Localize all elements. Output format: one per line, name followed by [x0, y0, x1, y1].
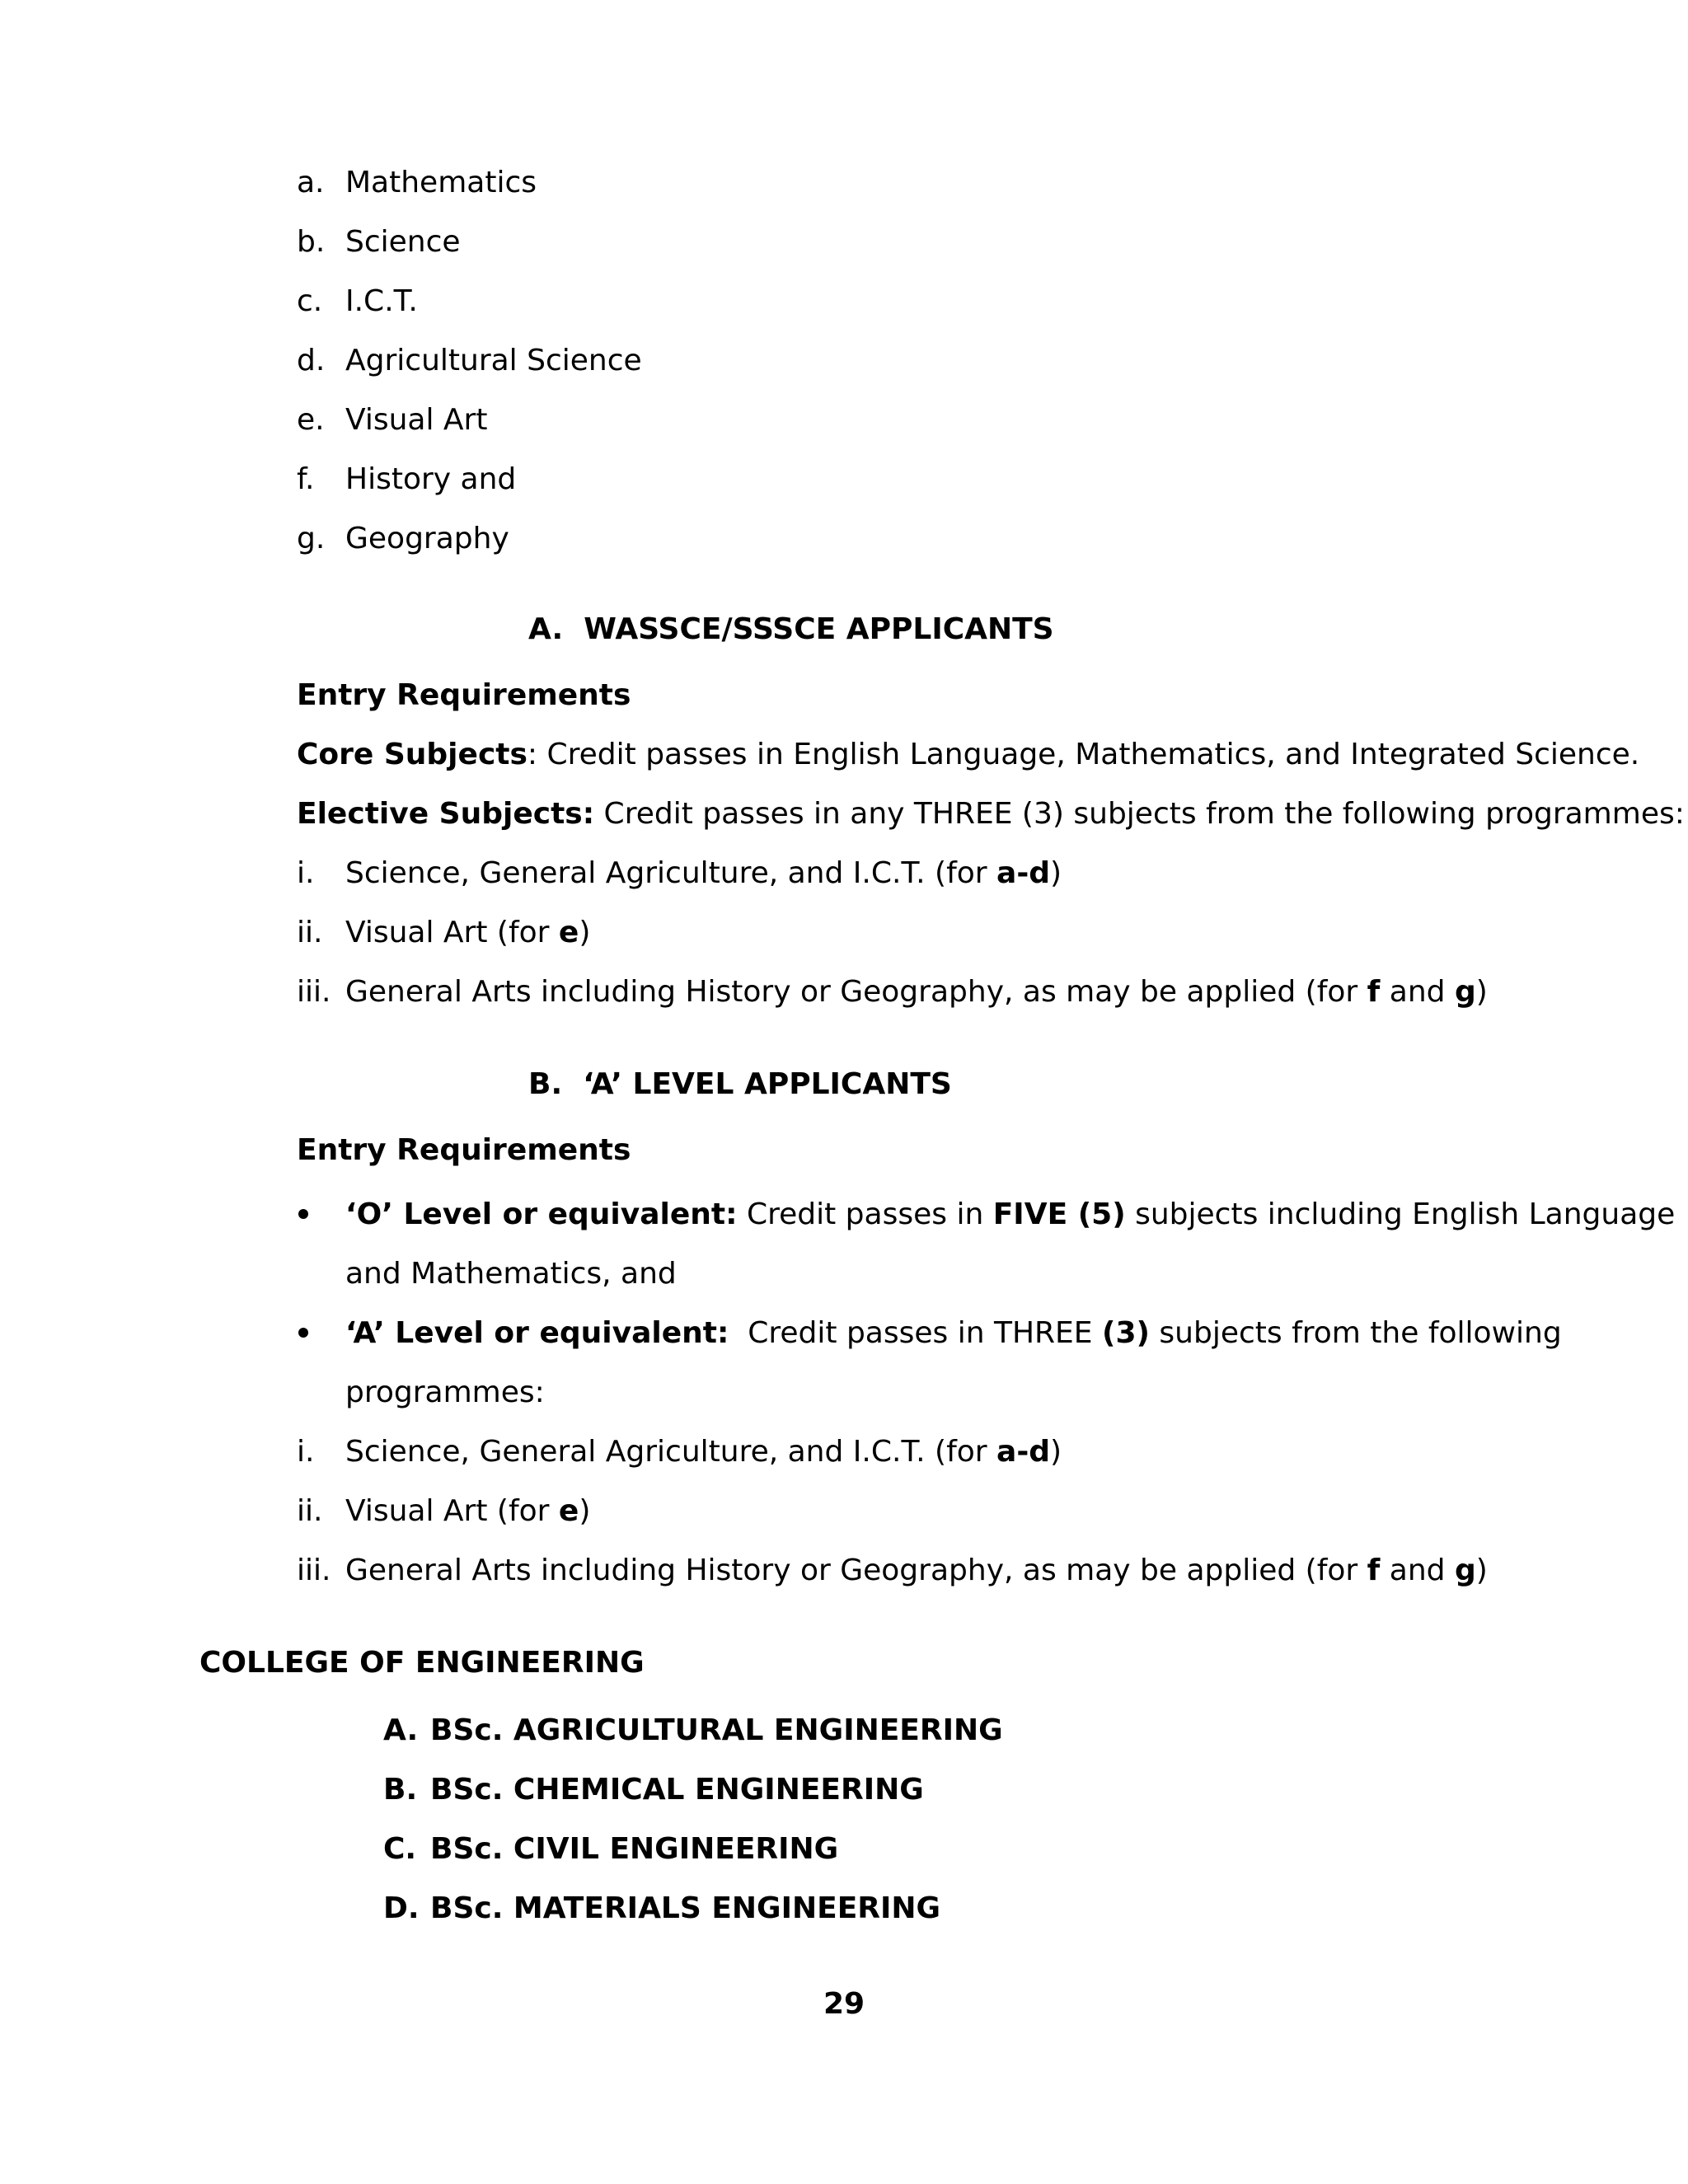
list-item [345, 1493, 590, 1530]
list-marker: d. [297, 344, 326, 377]
o-level-text: Credit passes in [737, 1197, 993, 1231]
entry-requirements-heading: Entry Requirements [297, 678, 631, 712]
list-marker: f. [297, 462, 315, 496]
entry-requirements-heading: Entry Requirements [297, 1133, 631, 1167]
list-item [345, 1553, 1488, 1589]
o-level-line2: and Mathematics, and [345, 1257, 677, 1291]
list-item: History and [345, 462, 517, 496]
a-level-label: ‘A’ Level or equivalent: [345, 1316, 729, 1350]
elective-subjects-label: Elective Subjects: [297, 797, 595, 831]
list-item: I.C.T. [345, 284, 418, 318]
item-end: ) [579, 1494, 591, 1528]
a-level-paragraph [345, 1315, 1562, 1411]
list-marker: ii. [297, 1494, 323, 1528]
list-marker: i. [297, 856, 315, 890]
core-subjects-paragraph [297, 737, 1639, 773]
a-level-text: subjects from the following [1149, 1316, 1562, 1350]
item-end: ) [1050, 856, 1062, 890]
list-item: Visual Art [345, 403, 488, 437]
item-mid: and [1380, 1554, 1455, 1587]
section-title: ‘A’ LEVEL APPLICANTS [583, 1067, 952, 1101]
list-marker: a. [297, 166, 325, 199]
elective-subjects-paragraph [297, 796, 1685, 832]
list-marker: iii. [297, 1554, 331, 1587]
item-end: ) [579, 916, 591, 949]
a-level-line2: programmes: [345, 1376, 545, 1409]
college-title: COLLEGE OF ENGINEERING [199, 1646, 645, 1680]
a-level-bold: (3) [1102, 1316, 1150, 1350]
list-item [345, 1434, 1062, 1470]
programme-name: BSc. MATERIALS ENGINEERING [430, 1891, 941, 1925]
list-item [345, 915, 590, 951]
programme-name: BSc. AGRICULTURAL ENGINEERING [430, 1713, 1003, 1747]
item-bold: f [1367, 975, 1381, 1009]
item-bold: e [558, 916, 579, 949]
programme-letter: C. [383, 1832, 417, 1866]
item-text: General Arts including History or Geography, as may be applied (for [345, 975, 1367, 1009]
list-item [345, 855, 1062, 892]
item-bold: g [1454, 1554, 1476, 1587]
item-bold: g [1454, 975, 1476, 1009]
programme-name: BSc. CIVIL ENGINEERING [430, 1832, 839, 1866]
item-end: ) [1475, 1554, 1488, 1587]
o-level-bold: FIVE (5) [992, 1197, 1126, 1231]
item-text: Visual Art (for [345, 1494, 559, 1528]
list-item: Agricultural Science [345, 344, 642, 377]
item-text: Visual Art (for [345, 916, 559, 949]
programme-letter: A. [383, 1713, 419, 1747]
o-level-paragraph [345, 1197, 1676, 1292]
list-item: Science [345, 225, 461, 259]
section-b-heading [528, 1066, 952, 1103]
section-letter: A. [528, 612, 564, 646]
list-item: Mathematics [345, 166, 537, 199]
item-text: General Arts including History or Geography, as may be applied (for [345, 1554, 1367, 1587]
list-marker: e. [297, 403, 325, 437]
item-bold: a-d [996, 856, 1051, 890]
section-a-heading [528, 612, 1054, 648]
programme-letter: B. [383, 1773, 418, 1807]
programme-letter: D. [383, 1891, 420, 1925]
item-bold: e [558, 1494, 579, 1528]
section-title: WASSCE/SSSCE APPLICANTS [584, 612, 1054, 646]
core-subjects-label: Core Subjects [297, 738, 528, 771]
bullet-icon [298, 1328, 308, 1338]
programme-name: BSc. CHEMICAL ENGINEERING [430, 1773, 924, 1807]
item-mid: and [1380, 975, 1455, 1009]
list-marker: i. [297, 1435, 315, 1469]
list-marker: c. [297, 284, 323, 318]
list-marker: iii. [297, 975, 331, 1009]
core-subjects-text: : Credit passes in English Language, Mathematics, and Integrated Science. [527, 738, 1640, 771]
o-level-text: subjects including English Language [1125, 1197, 1676, 1231]
item-end: ) [1475, 975, 1488, 1009]
elective-subjects-text: Credit passes in any THREE (3) subjects from the following programmes: [594, 797, 1685, 831]
list-marker: b. [297, 225, 326, 259]
o-level-label: ‘O’ Level or equivalent: [345, 1197, 738, 1231]
list-marker: g. [297, 522, 326, 555]
bullet-icon [298, 1209, 308, 1219]
item-text: Science, General Agriculture, and I.C.T. (for [345, 856, 997, 890]
list-marker: ii. [297, 916, 323, 949]
item-bold: f [1367, 1554, 1381, 1587]
list-item [345, 974, 1488, 1010]
page-number: 29 [823, 1987, 865, 2021]
item-end: ) [1050, 1435, 1062, 1469]
a-level-text: Credit passes in THREE [729, 1316, 1102, 1350]
item-text: Science, General Agriculture, and I.C.T. (for [345, 1435, 997, 1469]
list-item: Geography [345, 522, 509, 555]
item-bold: a-d [996, 1435, 1051, 1469]
section-letter: B. [528, 1067, 563, 1101]
